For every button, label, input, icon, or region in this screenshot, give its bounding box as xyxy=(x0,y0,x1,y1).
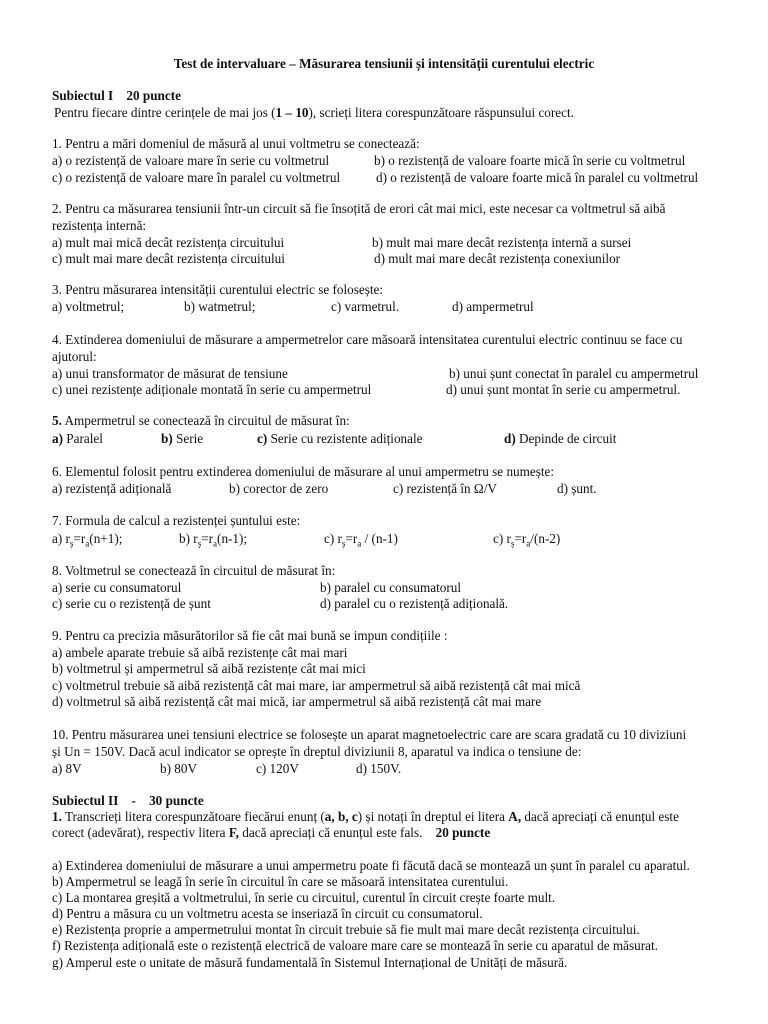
statement-item: b) Ampermetrul se leagă în serie în circuitul în care se măsoară intensitatea curentului. xyxy=(52,874,509,889)
statement-item: a) Extinderea domeniului de măsurare a unui ampermetru poate fi făcută dacă se montează un șunt în paralel cu aparatul. xyxy=(52,858,690,873)
option: d) unui șunt montat în serie cu ampermetrul. xyxy=(446,382,681,397)
option: d) șunt. xyxy=(557,481,597,496)
question-3: 3. Pentru măsurarea intensității curentului electric se folosește: xyxy=(52,282,384,297)
option: b) paralel cu consumatorul xyxy=(320,580,461,595)
option: b) voltmetrul și ampermetrul să aibă rezistențe cât mai mici xyxy=(52,661,366,676)
instruction-2-cont: corect (adevărat), respectiv litera F, dacă apreciați că enunțul este fals. 20 puncte xyxy=(52,825,491,840)
question-1: 1. Pentru a mări domeniul de măsură al unui voltmetru se conectează: xyxy=(52,136,420,151)
option: c) unei rezistențe adiționale montată în serie cu ampermetrul xyxy=(52,382,372,397)
question-7: 7. Formula de calcul a rezistenței șuntului este: xyxy=(52,513,301,528)
option: c) mult mai mare decât rezistența circuitului xyxy=(52,251,285,266)
option: d) mult mai mare decât rezistența conexiunilor xyxy=(374,251,621,266)
option: c) o rezistență de valoare mare în paralel cu voltmetrul xyxy=(52,170,341,185)
option: a) 8V xyxy=(52,761,82,776)
option: b) unui șunt conectat în paralel cu ampermetrul xyxy=(449,366,699,381)
option: c) serie cu o rezistență de șunt xyxy=(52,596,211,611)
statement-item: g) Amperul este o unitate de măsură fundamentală în Sistemul Internațional de Unități de măsură. xyxy=(52,955,568,970)
option: c) 120V xyxy=(256,761,299,776)
option: a) ambele aparate trebuie să aibă rezistențe cât mai mari xyxy=(52,645,348,660)
option: c) $r_ș=r_a / (n-1)$ xyxy=(324,531,398,549)
question-9: 9. Pentru ca precizia măsurătorilor să fie cât mai bună se impun condițiile : xyxy=(52,628,448,643)
question-5: 5. Ampermetrul se conectează în circuitul de măsurat în: xyxy=(52,413,350,428)
option: c) Serie cu rezistente adiționale xyxy=(257,431,423,446)
statement-item: f) Rezistența adițională este o rezistență electrică de valoare mare care se montează în serie cu aparatul de măsurat. xyxy=(52,938,658,953)
option: a) unui transformator de măsurat de tensiune xyxy=(52,366,288,381)
option: d) Depinde de circuit xyxy=(504,431,617,446)
statement-item: c) La montarea greșită a voltmetrului, în serie cu circuitul, curentul în circuit crește foarte mult. xyxy=(52,890,556,905)
option: b) Serie xyxy=(161,431,204,446)
option: d) ampermetrul xyxy=(452,299,534,314)
option: b) o rezistență de valoare foarte mică în serie cu voltmetrul xyxy=(374,153,686,168)
question-2: 2. Pentru ca măsurarea tensiunii într-un circuit să fie însoțită de erori cât mai mici, este necesar ca voltmetrul să aibă xyxy=(52,201,666,216)
question-4-cont: ajutorul: xyxy=(52,349,97,364)
question-4: 4. Extinderea domeniului de măsurare a ampermetrelor care măsoară intensitatea curentului electric continuu se face cu xyxy=(52,332,683,347)
option: c) rezistență în Ω/V xyxy=(393,481,497,496)
option: b) $r_ș=r_a(n-1)$; xyxy=(179,531,248,549)
option: a) voltmetrul; xyxy=(52,299,125,314)
instruction: Pentru fiecare dintre cerințele de mai jos (1 – 10), scrieți litera corespunzătoare răspunsului corect. xyxy=(54,105,574,120)
statement-item: d) Pentru a măsura cu un voltmetru acesta se inseriază în circuit cu consumatorul. xyxy=(52,906,483,921)
page-title: Test de intervaluare – Măsurarea tensiunii și intensității curentului electric xyxy=(173,56,595,71)
option: d) voltmetrul să aibă rezistență cât mai mică, iar ampermetrul să aibă rezistență cât mai mare xyxy=(52,694,542,709)
option: c) $r_ș=r_a/(n-2)$ xyxy=(493,531,561,549)
option: a) rezistență adițională xyxy=(52,481,172,496)
option: c) voltmetrul trebuie să aibă rezistență cât mai mare, iar ampermetrul să aibă rezistență cât mai mică xyxy=(52,678,581,693)
instruction-2: 1. Transcrieți litera corespunzătoare fiecărui enunț (a, b, c) și notați în dreptul ei litera A, dacă apreciați că enunțul este xyxy=(52,809,679,824)
statement-item: e) Rezistența proprie a ampermetrului montat în circuit trebuie să fie mult mai mare decât rezistența circuitului. xyxy=(52,922,640,937)
option: a) Paralel xyxy=(52,431,103,446)
option: b) watmetrul; xyxy=(184,299,256,314)
option: b) corector de zero xyxy=(229,481,329,496)
section-heading-2: Subiectul II - 30 puncte xyxy=(52,793,204,808)
option: c) varmetrul. xyxy=(331,299,400,314)
question-8: 8. Voltmetrul se conectează în circuitul de măsurat în: xyxy=(52,563,336,578)
option: d) 150V. xyxy=(356,761,402,776)
option: a) $r_ș=r_a(n+1)$; xyxy=(52,531,123,549)
option: a) o rezistență de valoare mare în serie cu voltmetrul xyxy=(52,153,330,168)
option: b) 80V xyxy=(160,761,197,776)
question-10-cont: și Un = 150V. Dacă acul indicator se oprește în dreptul diviziunii 8, aparatul va indica o tensiune de: xyxy=(52,744,582,759)
option: a) mult mai mică decât rezistența circuitului xyxy=(52,235,285,250)
question-6: 6. Elementul folosit pentru extinderea domeniului de măsurare al unui ampermetru se numește: xyxy=(52,464,555,479)
option: a) serie cu consumatorul xyxy=(52,580,182,595)
option: b) mult mai mare decât rezistența internă a sursei xyxy=(372,235,632,250)
question-10: 10. Pentru măsurarea unei tensiuni electrice se folosește un aparat magnetoelectric care are scara gradată cu 10 diviziuni xyxy=(52,727,687,742)
question-2-cont: rezistența internă: xyxy=(52,218,147,233)
option: d) paralel cu o rezistență adițională. xyxy=(320,596,509,611)
section-heading-1: Subiectul I 20 puncte xyxy=(52,88,181,103)
option: d) o rezistență de valoare foarte mică în paralel cu voltmetrul xyxy=(376,170,699,185)
